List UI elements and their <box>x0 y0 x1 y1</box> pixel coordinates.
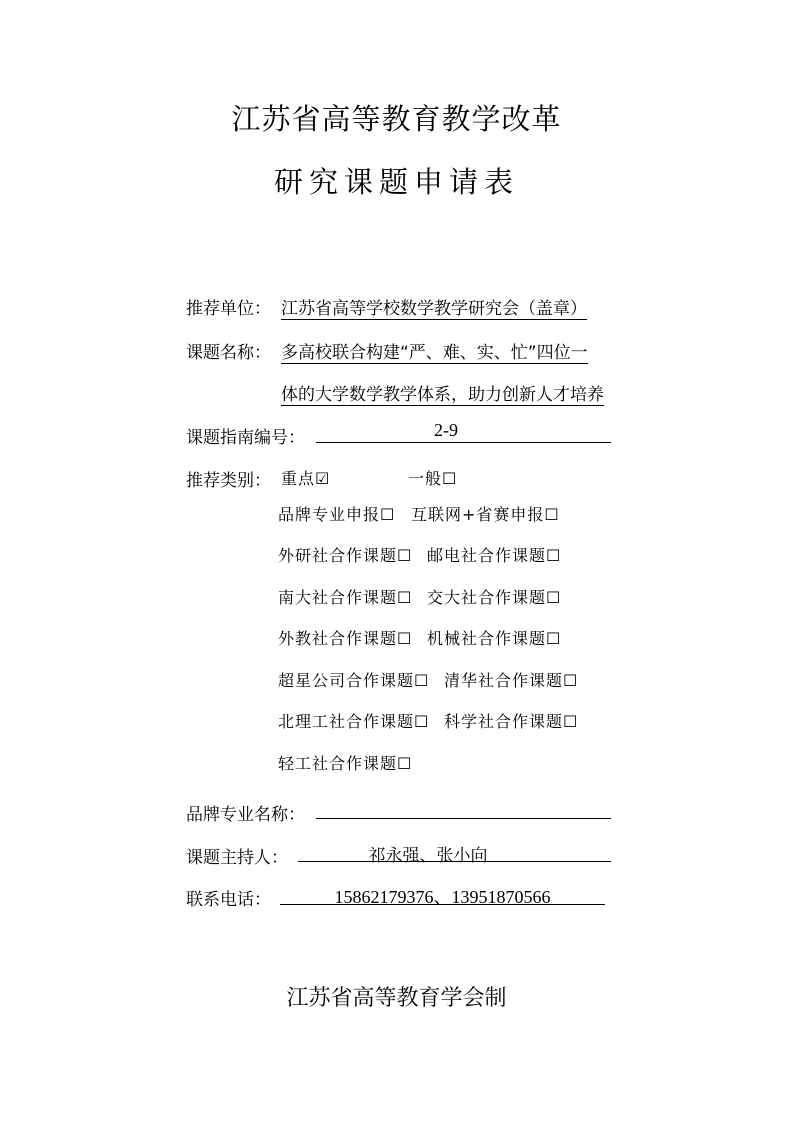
recommender-value: 江苏省高等学校数学教学研究会（盖章） <box>281 294 587 320</box>
page-subtitle: 研究课题申请表 <box>273 165 519 199</box>
host-value: 祁永强、张小向 <box>368 846 488 866</box>
category-general[interactable]: 一般☐ <box>408 469 458 488</box>
category-nju-press[interactable]: 南大社合作课题☐ <box>278 588 413 607</box>
category-ptpress[interactable]: 邮电社合作课题☐ <box>427 546 562 565</box>
guide-number-label: 课题指南编号： <box>186 428 305 448</box>
host-label: 课题主持人： <box>186 848 288 868</box>
brand-major-label: 品牌专业名称： <box>186 805 305 825</box>
category-chaoxing[interactable]: 超星公司合作课题☐ <box>278 671 430 690</box>
guide-number-underline <box>316 442 611 443</box>
category-science-press[interactable]: 科学社合作课题☐ <box>444 712 579 731</box>
guide-number-value: 2-9 <box>434 420 458 440</box>
topic-value-line2: 体的大学数学教学体系，助力创新人才培养 <box>281 380 604 406</box>
category-sjtu-press[interactable]: 交大社合作课题☐ <box>427 588 562 607</box>
topic-label: 课题名称： <box>186 343 271 363</box>
brand-major-underline <box>316 818 611 819</box>
recommender-label: 推荐单位： <box>186 299 271 319</box>
phone-value: 15862179376、13951870566 <box>334 887 551 907</box>
topic-value-line1: 多高校联合构建“严、难、实、忙”四位一 <box>281 338 588 364</box>
category-key[interactable]: 重点☑ <box>281 469 331 488</box>
category-cmp[interactable]: 机械社合作课题☐ <box>427 629 562 648</box>
category-bit-press[interactable]: 北理工社合作课题☐ <box>278 712 430 731</box>
page-title: 江苏省高等教育教学改革 <box>231 102 562 136</box>
category-light-industry-press[interactable]: 轻工社合作课题☐ <box>278 754 413 773</box>
category-brand-major[interactable]: 品牌专业申报☐ <box>278 505 396 524</box>
category-internet-plus[interactable]: 互联网+省赛申报☐ <box>411 505 560 524</box>
category-tsinghua-press[interactable]: 清华社合作课题☐ <box>444 671 579 690</box>
phone-label: 联系电话： <box>186 890 271 910</box>
category-sflep[interactable]: 外教社合作课题☐ <box>278 629 413 648</box>
issuer-footer: 江苏省高等教育学会制 <box>286 986 507 1011</box>
category-fltrp[interactable]: 外研社合作课题☐ <box>278 546 413 565</box>
category-label: 推荐类别： <box>186 471 271 491</box>
